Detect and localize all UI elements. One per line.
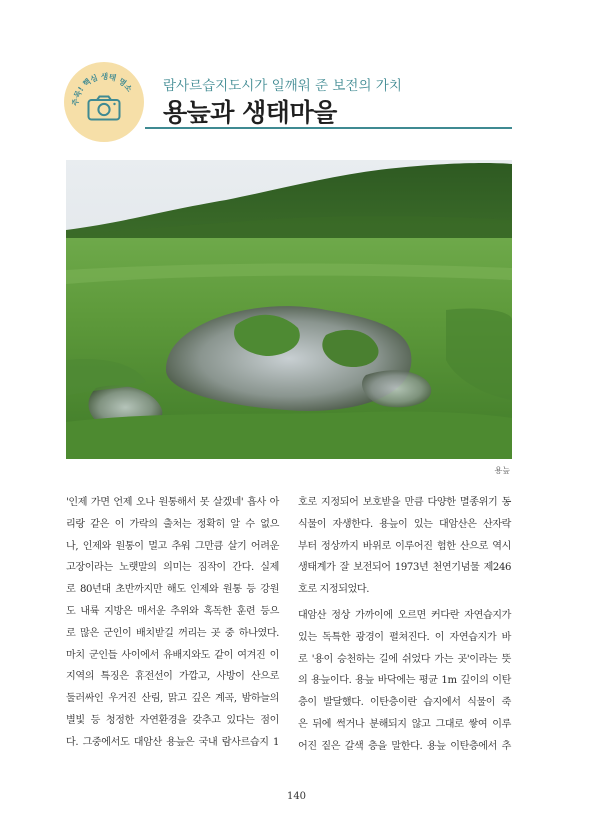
text-line: 나, 인제와 원통이 멀고 추워 그만큼 살기 어려운 [66, 540, 279, 552]
svg-text:주목! 핵심 생태 명소: 주목! 핵심 생태 명소 [70, 71, 135, 107]
text-line: 로 많은 군인이 배치받길 꺼리는 곳 중 하나였다. [66, 627, 279, 639]
text-line: 있는 독특한 광경이 펼쳐진다. 이 자연습지가 바 [298, 631, 511, 643]
text-line: 리랑 같은 이 가락의 출처는 정확히 알 수 없으 [66, 518, 279, 530]
text-line: '인제 가면 언제 오나 원통해서 못 살겠네' 흡사 아 [66, 497, 279, 508]
wetland-photo [66, 160, 512, 459]
text-line: 별빛 등 청정한 자연환경을 갖추고 있다는 점이 [66, 714, 279, 726]
text-line: 생태계가 잘 보전되어 1973년 천연기념물 제246 [298, 562, 511, 574]
page-number: 140 [286, 791, 307, 802]
text-line: 호로 지정되어 보호받을 만큼 다양한 멸종위기 동 [298, 497, 511, 508]
section-badge [64, 62, 144, 142]
text-line: 다. 그중에서도 대암산 용늪은 국내 람사르습지 1 [66, 736, 279, 748]
text-line: 호로 지정되었다. [298, 584, 370, 596]
body-column-right [298, 492, 511, 758]
text-line: 고장이라는 노랫말의 의미는 짐작이 간다. 실제 [66, 562, 279, 574]
body-column-left [66, 492, 279, 754]
text-line: 의 용늪이다. 용늪 바닥에는 평균 1m 깊이의 이탄 [298, 675, 511, 687]
photo-caption: 용늪 [494, 466, 510, 475]
text-line: 도 내륙 지방은 매서운 추위와 혹독한 훈련 등으 [66, 605, 279, 617]
section-subtitle: 람사르습지도시가 일깨워 준 보전의 가치 [163, 78, 402, 94]
text-line: 로 80년대 초반까지만 해도 인제와 원통 등 강원 [66, 584, 279, 596]
page-title: 용늪과 생태마을 [163, 98, 337, 127]
text-line: 층이 발달했다. 이탄층이란 습지에서 식물이 죽 [298, 697, 511, 709]
text-line: 어진 짙은 갈색 층을 말한다. 용늪 이탄층에서 추 [298, 740, 511, 752]
text-line: 로 '용이 승천하는 길에 쉬었다 가는 곳'이라는 뜻 [298, 653, 511, 665]
title-divider [145, 127, 512, 129]
text-line: 지역의 특징은 휴전선이 가깝고, 사방이 산으로 [66, 671, 279, 683]
text-line: 둘러싸인 우거진 산림, 맑고 깊은 계곡, 밤하늘의 [66, 693, 279, 705]
text-line: 은 뒤에 썩거나 분해되지 않고 그대로 쌓여 이루 [298, 718, 511, 730]
text-line: 마치 군인들 사이에서 유배지와도 같이 여겨진 이 [66, 649, 279, 661]
camera-icon [87, 95, 121, 121]
text-line: 부터 정상까지 바위로 이루어진 험한 산으로 역시 [298, 540, 511, 552]
text-line: 대암산 정상 가까이에 오르면 커다란 자연습지가 [298, 609, 511, 621]
text-line: 식물이 자생한다. 용늪이 있는 대암산은 산자락 [298, 518, 511, 530]
